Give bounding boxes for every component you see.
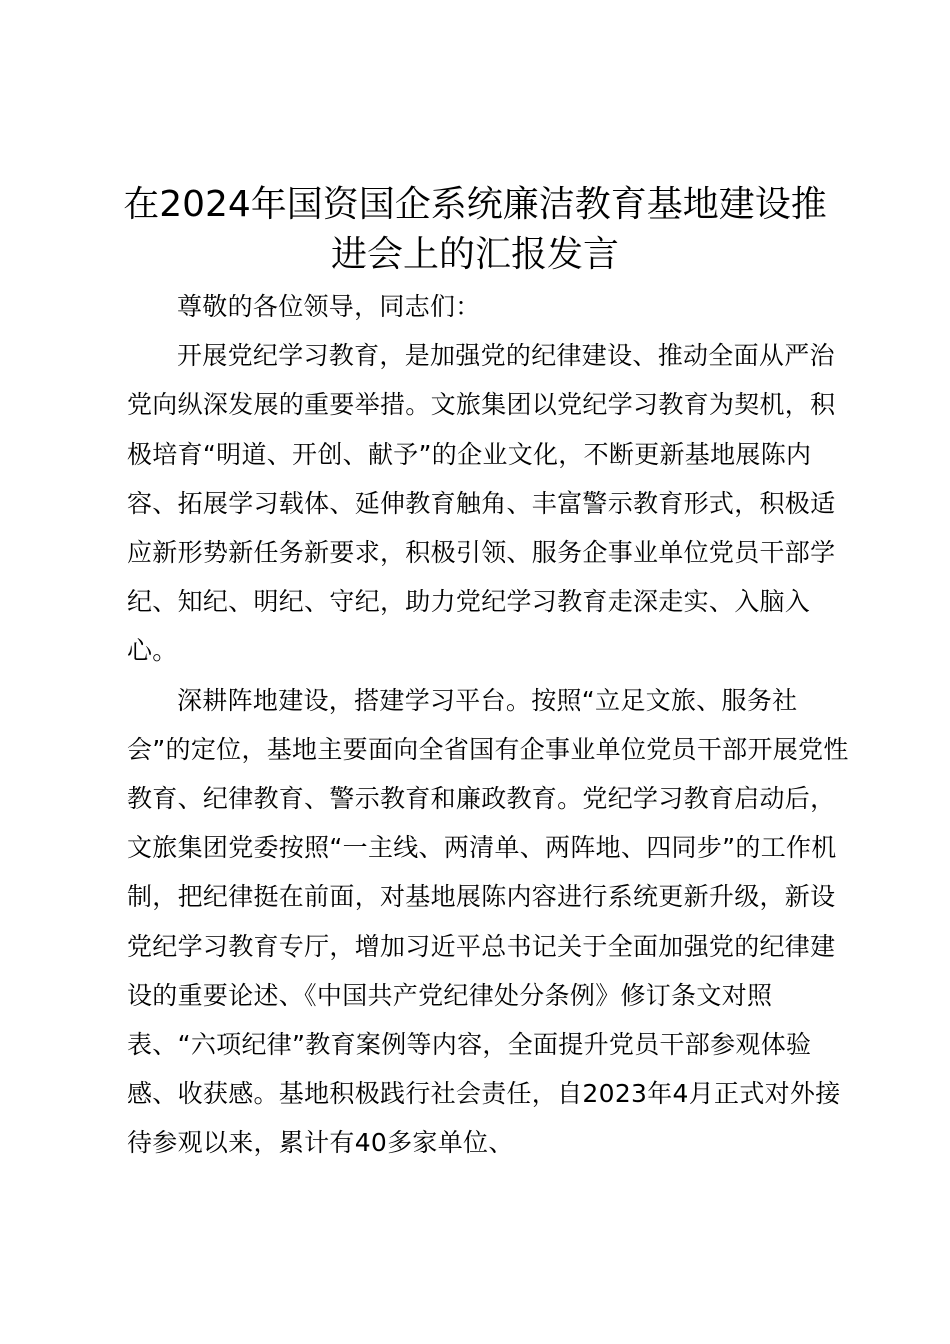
- paragraph: 深耕阵地建设，搭建学习平台。按照“立足文旅、服务社会”的定位，基地主要面向全省国有企事业单位党员干部开展党性教育、纪律教育、警示教育和廉政教育。党纪学习教育启动后，文旅集团党委按照“一主线、两清单、两阵地、四同步”的工作机制，把纪律挺在前面，对基地展陈内容进行系统更新升级，新设党纪学习教育专厅，增加习近平总书记关于全面加强党的纪律建设的重要论述、《中国共产党纪律处分条例》修订条文对照表、“六项纪律”教育案例等内容，全面提升党员干部参观体验感、收获感。基地积极践行社会责任，自2023年4月正式对外接待参观以来，累计有40多家单位、: [127, 685, 849, 1158]
- document-title: 在2024年国资国企系统廉洁教育基地建设推进会上的汇报发言: [123, 184, 827, 275]
- document-body: [127, 282, 857, 1168]
- salutation: 尊敬的各位领导，同志们：: [177, 292, 481, 321]
- paragraph: 开展党纪学习教育，是加强党的纪律建设、推动全面从严治党向纵深发展的重要举措。文旅集团以党纪学习教育为契机，积极培育“明道、开创、献予”的企业文化，不断更新基地展陈内容、拓展学习载体、延伸教育触角、丰富警示教育形式，积极适应新形势新任务新要求，积极引领、服务企事业单位党员干部学纪、知纪、明纪、守纪，助力党纪学习教育走深走实、入脑入心。: [127, 341, 836, 666]
